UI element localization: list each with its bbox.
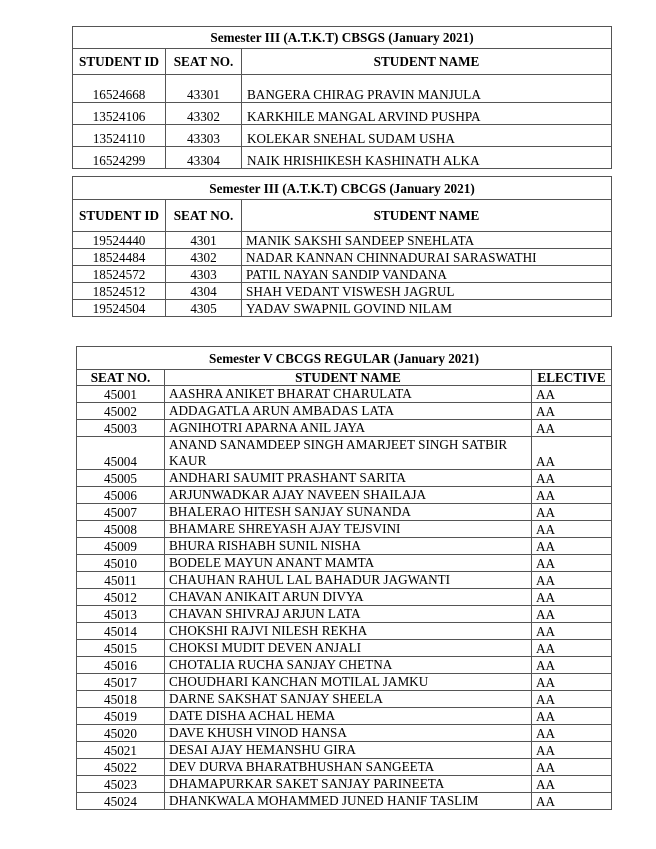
student-name-cell: BHURA RISHABH SUNIL NISHA bbox=[165, 538, 532, 555]
student-name-cell: DATE DISHA ACHAL HEMA bbox=[165, 708, 532, 725]
table-header-row bbox=[73, 200, 612, 232]
table-row bbox=[77, 623, 612, 640]
student-id-cell: 19524440 bbox=[73, 232, 166, 249]
table-row bbox=[77, 793, 612, 810]
elective-cell: AA bbox=[532, 742, 612, 759]
student-name-cell: AGNIHOTRI APARNA ANIL JAYA bbox=[165, 420, 532, 437]
elective-cell: AA bbox=[532, 470, 612, 487]
seat-no-cell: 45024 bbox=[77, 793, 165, 810]
table-title: Semester III (A.T.K.T) CBSGS (January 2021) bbox=[73, 27, 612, 49]
table-caption bbox=[73, 27, 612, 49]
table-title: Semester V CBCGS REGULAR (January 2021) bbox=[77, 347, 612, 370]
table-row bbox=[77, 487, 612, 504]
table-caption bbox=[77, 347, 612, 370]
seat-no-cell: 4302 bbox=[166, 249, 242, 266]
student-name-cell: MANIK SAKSHI SANDEEP SNEHLATA bbox=[242, 232, 612, 249]
header-student-id: STUDENT ID bbox=[73, 200, 166, 232]
seat-no-cell: 45014 bbox=[77, 623, 165, 640]
table-row bbox=[73, 232, 612, 249]
table-row bbox=[73, 300, 612, 317]
elective-cell: AA bbox=[532, 640, 612, 657]
elective-cell: AA bbox=[532, 606, 612, 623]
table-row bbox=[77, 521, 612, 538]
table-row bbox=[77, 420, 612, 437]
seat-no-cell: 4305 bbox=[166, 300, 242, 317]
seat-no-cell: 45002 bbox=[77, 403, 165, 420]
table-row bbox=[77, 470, 612, 487]
student-name-cell: KOLEKAR SNEHAL SUDAM USHA bbox=[242, 125, 612, 147]
student-id-cell: 18524572 bbox=[73, 266, 166, 283]
seat-no-cell: 4303 bbox=[166, 266, 242, 283]
table-row bbox=[77, 437, 612, 470]
elective-cell: AA bbox=[532, 403, 612, 420]
table-row bbox=[77, 725, 612, 742]
table-row bbox=[77, 742, 612, 759]
table-row bbox=[77, 589, 612, 606]
seat-no-cell: 45008 bbox=[77, 521, 165, 538]
table-row bbox=[77, 386, 612, 403]
student-name-cell: NAIK HRISHIKESH KASHINATH ALKA bbox=[242, 147, 612, 169]
student-name-cell: NADAR KANNAN CHINNADURAI SARASWATHI bbox=[242, 249, 612, 266]
table-row bbox=[77, 403, 612, 420]
table-row bbox=[77, 708, 612, 725]
header-elective: ELECTIVE bbox=[532, 370, 612, 386]
table-row bbox=[73, 147, 612, 169]
elective-cell: AA bbox=[532, 555, 612, 572]
seat-no-cell: 4304 bbox=[166, 283, 242, 300]
seat-no-cell: 45005 bbox=[77, 470, 165, 487]
table-row bbox=[73, 266, 612, 283]
student-name-cell: BHALERAO HITESH SANJAY SUNANDA bbox=[165, 504, 532, 521]
student-id-cell: 16524299 bbox=[73, 147, 166, 169]
student-name-cell: BHAMARE SHREYASH AJAY TEJSVINI bbox=[165, 521, 532, 538]
seat-no-cell: 45012 bbox=[77, 589, 165, 606]
table-row bbox=[77, 674, 612, 691]
seat-no-cell: 45007 bbox=[77, 504, 165, 521]
table-row bbox=[77, 606, 612, 623]
student-name-cell: DHAMAPURKAR SAKET SANJAY PARINEETA bbox=[165, 776, 532, 793]
elective-cell: AA bbox=[532, 420, 612, 437]
student-name-cell: ADDAGATLA ARUN AMBADAS LATA bbox=[165, 403, 532, 420]
student-name-cell: CHOKSI MUDIT DEVEN ANJALI bbox=[165, 640, 532, 657]
header-student-name: STUDENT NAME bbox=[242, 200, 612, 232]
elective-cell: AA bbox=[532, 487, 612, 504]
seat-no-cell: 43303 bbox=[166, 125, 242, 147]
table-caption bbox=[73, 177, 612, 200]
student-id-cell: 18524484 bbox=[73, 249, 166, 266]
seat-no-cell: 45019 bbox=[77, 708, 165, 725]
student-name-cell: BANGERA CHIRAG PRAVIN MANJULA bbox=[242, 75, 612, 103]
student-name-cell: CHOTALIA RUCHA SANJAY CHETNA bbox=[165, 657, 532, 674]
seat-no-cell: 45018 bbox=[77, 691, 165, 708]
student-name-cell: CHOKSHI RAJVI NILESH REKHA bbox=[165, 623, 532, 640]
elective-cell: AA bbox=[532, 521, 612, 538]
elective-cell: AA bbox=[532, 437, 612, 470]
seat-no-cell: 45001 bbox=[77, 386, 165, 403]
table-header-row bbox=[73, 49, 612, 75]
elective-cell: AA bbox=[532, 572, 612, 589]
seat-no-cell: 45022 bbox=[77, 759, 165, 776]
seat-no-cell: 43301 bbox=[166, 75, 242, 103]
table-row bbox=[73, 125, 612, 147]
student-id-cell: 13524110 bbox=[73, 125, 166, 147]
student-name-cell: ARJUNWADKAR AJAY NAVEEN SHAILAJA bbox=[165, 487, 532, 504]
table-row bbox=[77, 555, 612, 572]
seat-no-cell: 45006 bbox=[77, 487, 165, 504]
student-name-cell: KARKHILE MANGAL ARVIND PUSHPA bbox=[242, 103, 612, 125]
student-name-cell: SHAH VEDANT VISWESH JAGRUL bbox=[242, 283, 612, 300]
seat-no-cell: 45021 bbox=[77, 742, 165, 759]
elective-cell: AA bbox=[532, 589, 612, 606]
seat-no-cell: 45015 bbox=[77, 640, 165, 657]
student-id-cell: 16524668 bbox=[73, 75, 166, 103]
seat-no-cell: 45004 bbox=[77, 437, 165, 470]
student-name-cell: CHAUHAN RAHUL LAL BAHADUR JAGWANTI bbox=[165, 572, 532, 589]
student-id-cell: 13524106 bbox=[73, 103, 166, 125]
elective-cell: AA bbox=[532, 674, 612, 691]
student-id-cell: 19524504 bbox=[73, 300, 166, 317]
seat-no-cell: 45016 bbox=[77, 657, 165, 674]
elective-cell: AA bbox=[532, 776, 612, 793]
seat-no-cell: 45013 bbox=[77, 606, 165, 623]
header-student-name: STUDENT NAME bbox=[165, 370, 532, 386]
seat-no-cell: 45011 bbox=[77, 572, 165, 589]
header-seat-no: SEAT NO. bbox=[166, 49, 242, 75]
student-name-cell: BODELE MAYUN ANANT MAMTA bbox=[165, 555, 532, 572]
elective-cell: AA bbox=[532, 504, 612, 521]
seat-no-cell: 45023 bbox=[77, 776, 165, 793]
seat-no-cell: 45017 bbox=[77, 674, 165, 691]
table-row bbox=[73, 283, 612, 300]
student-name-cell: YADAV SWAPNIL GOVIND NILAM bbox=[242, 300, 612, 317]
table-row bbox=[77, 640, 612, 657]
student-name-cell: DEV DURVA BHARATBHUSHAN SANGEETA bbox=[165, 759, 532, 776]
student-name-cell: AASHRA ANIKET BHARAT CHARULATA bbox=[165, 386, 532, 403]
elective-cell: AA bbox=[532, 386, 612, 403]
table-row bbox=[73, 249, 612, 266]
seat-no-cell: 43304 bbox=[166, 147, 242, 169]
student-name-cell: CHAVAN SHIVRAJ ARJUN LATA bbox=[165, 606, 532, 623]
student-name-cell: DARNE SAKSHAT SANJAY SHEELA bbox=[165, 691, 532, 708]
header-student-id: STUDENT ID bbox=[73, 49, 166, 75]
sem5-regular-table bbox=[76, 346, 612, 810]
table-row bbox=[77, 657, 612, 674]
table-row bbox=[77, 691, 612, 708]
seat-no-cell: 45010 bbox=[77, 555, 165, 572]
elective-cell: AA bbox=[532, 691, 612, 708]
header-student-name: STUDENT NAME bbox=[242, 49, 612, 75]
student-name-cell: CHAVAN ANIKAIT ARUN DIVYA bbox=[165, 589, 532, 606]
table-row bbox=[77, 504, 612, 521]
student-name-cell: CHOUDHARI KANCHAN MOTILAL JAMKU bbox=[165, 674, 532, 691]
seat-no-cell: 43302 bbox=[166, 103, 242, 125]
seat-no-cell: 4301 bbox=[166, 232, 242, 249]
elective-cell: AA bbox=[532, 657, 612, 674]
table-header-row bbox=[77, 370, 612, 386]
table-row bbox=[77, 759, 612, 776]
table-row bbox=[73, 103, 612, 125]
seat-no-cell: 45009 bbox=[77, 538, 165, 555]
student-name-cell: ANAND SANAMDEEP SINGH AMARJEET SINGH SATBIR KAUR bbox=[165, 437, 532, 470]
table-title: Semester III (A.T.K.T) CBCGS (January 2021) bbox=[73, 177, 612, 200]
student-name-cell: DAVE KHUSH VINOD HANSA bbox=[165, 725, 532, 742]
student-name-cell: ANDHARI SAUMIT PRASHANT SARITA bbox=[165, 470, 532, 487]
student-name-cell: PATIL NAYAN SANDIP VANDANA bbox=[242, 266, 612, 283]
seat-no-cell: 45020 bbox=[77, 725, 165, 742]
table-row bbox=[73, 75, 612, 103]
elective-cell: AA bbox=[532, 708, 612, 725]
header-seat-no: SEAT NO. bbox=[77, 370, 165, 386]
elective-cell: AA bbox=[532, 725, 612, 742]
elective-cell: AA bbox=[532, 538, 612, 555]
atkt-cbcgs-table bbox=[72, 176, 612, 317]
table-row bbox=[77, 572, 612, 589]
elective-cell: AA bbox=[532, 623, 612, 640]
header-seat-no: SEAT NO. bbox=[166, 200, 242, 232]
elective-cell: AA bbox=[532, 759, 612, 776]
student-name-cell: DHANKWALA MOHAMMED JUNED HANIF TASLIM bbox=[165, 793, 532, 810]
atkt-cbsgs-table bbox=[72, 26, 612, 169]
student-name-cell: DESAI AJAY HEMANSHU GIRA bbox=[165, 742, 532, 759]
student-id-cell: 18524512 bbox=[73, 283, 166, 300]
table-row bbox=[77, 776, 612, 793]
table-row bbox=[77, 538, 612, 555]
elective-cell: AA bbox=[532, 793, 612, 810]
seat-no-cell: 45003 bbox=[77, 420, 165, 437]
